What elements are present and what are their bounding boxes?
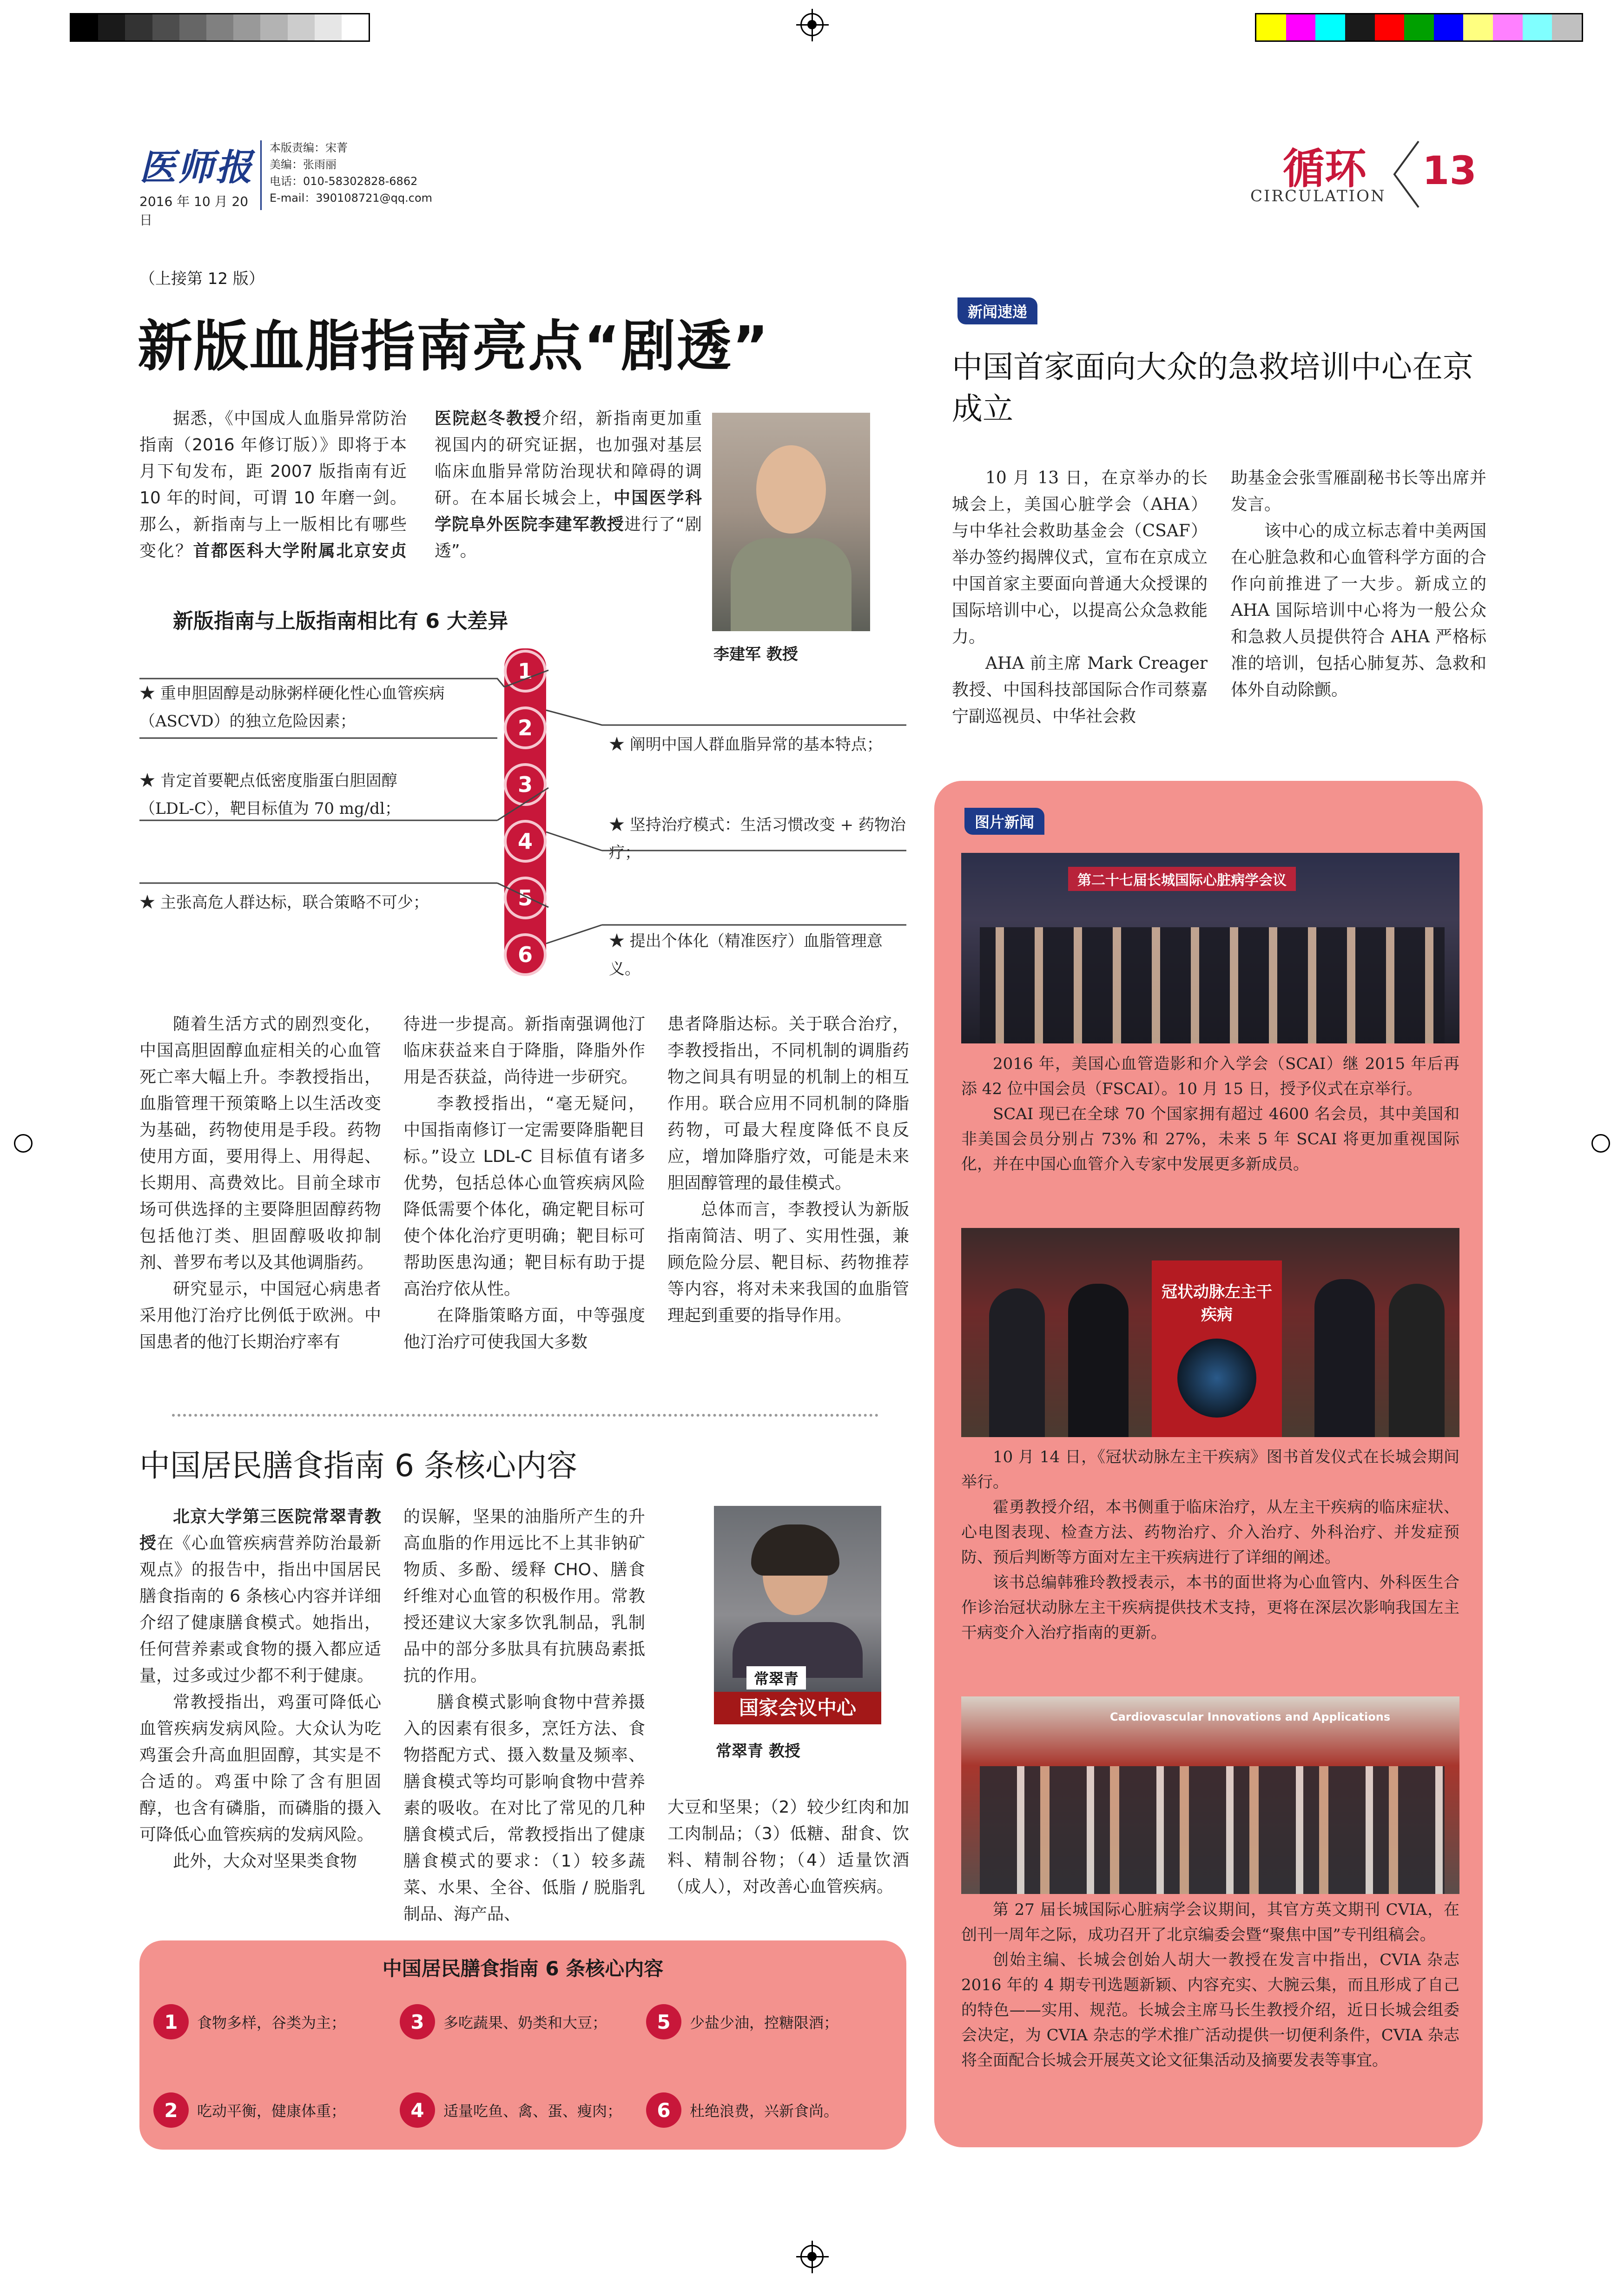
article1-intro-paragraph: 据悉，《中国成人血脂异常防治指南（2016 年修订版）》即将于本月下旬发布，距 2007 版指南有近 10 年的时间，可谓 10 年磨一剑。那么，新指南与上一版相比有哪些变化？首都医科大学附属北京安贞医院赵冬教授介绍，新指南更加重视国内的研究证据，也加强对基层临床血脂异常防治现状和障碍的调研。在本届长城会上，中国医学科学院阜外医院李建军教授进行了“剧透”。 — [139, 409, 702, 561]
diet-item: 4 适量吃鱼、禽、蛋、瘦肉； — [400, 2080, 646, 2140]
paragraph: 2016 年，美国心血管造影和介入学会（SCAI）继 2015 年后再添 42 位中国会员（FSCAI）。10 月 15 日，授予仪式在京举行。 — [961, 1055, 1459, 1098]
registration-crosshair-bottom — [800, 2245, 824, 2268]
photo-name-badge: 常翠青 — [746, 1666, 806, 1689]
article1-body-col1 — [139, 1011, 381, 1355]
paragraph: 大豆和坚果；（2）较少红肉和加工肉制品；（3）低糖、甜食、饮料、精制谷物；（4）适量饮酒（成人），对改善心血管疾病。 — [667, 1798, 909, 1896]
article1-title: 新版血脂指南亮点“剧透” — [138, 314, 770, 378]
difference-number: 1 — [504, 650, 547, 693]
difference-number: 3 — [504, 763, 547, 806]
color-swatch — [1375, 14, 1405, 40]
masthead-credits — [270, 139, 432, 206]
photo-book-caption — [961, 1445, 1459, 1645]
continued-note: （上接第 12 版） — [139, 270, 264, 288]
paragraph: 在降脂策略方面，中等强度他汀治疗可使我国大多数 — [403, 1306, 645, 1352]
photo-banner-text: 国家会议中心 — [714, 1692, 881, 1724]
paragraph: 10 月 14 日，《冠状动脉左主干疾病》图书首发仪式在长城会期间举行。 — [961, 1448, 1459, 1491]
article2-col2 — [403, 1504, 645, 1927]
color-swatch — [1493, 14, 1523, 40]
paragraph: 的误解，坚果的油脂所产生的升高血脂的作用远比不上其非钠矿物质、多酚、缓释 CHO、膳食纤维对心血管的积极作用。常教授还建议大家多饮乳制品，乳制品中的部分多肽具有抗胰岛素抵抗的作用。 — [403, 1507, 645, 1685]
photo-banner-text: 第二十七届长城国际心脏病学会议 — [1068, 867, 1296, 891]
photo-cvia-meeting — [961, 1696, 1459, 1894]
color-swatch — [1552, 14, 1582, 40]
difference-right-1: ★ 阐明中国人群血脂异常的基本特点； — [609, 735, 883, 754]
masthead-logo — [139, 139, 265, 229]
chang-cuiqing-caption: 常翠青 教授 — [716, 1742, 800, 1761]
registration-bar-left — [70, 13, 370, 42]
difference-number: 2 — [504, 706, 547, 749]
article1-body-col3 — [667, 1011, 909, 1329]
phone-credit: 电话：010-58302828-6862 — [270, 175, 418, 188]
diet-box-title: 中国居民膳食指南 6 条核心内容 — [382, 1957, 664, 1980]
difference-right-2: ★ 坚持治疗模式：生活习惯改变 + 药物治疗； — [609, 816, 906, 862]
news-col2 — [1231, 465, 1486, 703]
differences-diagram-title: 新版指南与上版指南相比有 6 大差异 — [173, 609, 508, 633]
color-swatch — [1315, 14, 1345, 40]
difference-number: 4 — [504, 820, 547, 863]
paragraph: 李教授指出，“毫无疑问，中国指南修订一定需要降脂靶目标。”设立 LDL-C 目标值有诸多优势，包括总体心血管疾病风险降低需要个体化，确定靶目标可使个体化治疗更明确；靶目标可帮助医患沟通；靶目标有助于提高治疗依从性。 — [403, 1094, 645, 1299]
difference-left-2: ★ 肯定首要靶点低密度脂蛋白胆固醇（LDL-C），靶目标值为 70 mg/dl； — [139, 772, 401, 818]
color-swatch — [1463, 14, 1493, 40]
color-swatch — [1523, 14, 1552, 40]
section-subtitle: CIRCULATION — [1250, 187, 1386, 205]
paragraph: 该书总编韩雅玲教授表示，本书的面世将为心血管内、外科医生合作诊治冠状动脉左主干疾病提供技术支持，更将在深层次影响我国左主干病变介入治疗指南的更新。 — [961, 1573, 1459, 1642]
email-credit: E-mail：390108721@qq.com — [270, 191, 433, 205]
masthead-divider — [260, 140, 262, 210]
chang-cuiqing-photo — [714, 1506, 881, 1724]
difference-number: 5 — [504, 877, 547, 919]
photo-scai-group — [961, 853, 1459, 1043]
color-swatch — [1286, 14, 1316, 40]
diet-item: 2 吃动平衡，健康体重； — [153, 2080, 400, 2140]
news-col1 — [952, 465, 1208, 730]
article2-title: 中国居民膳食指南 6 条核心内容 — [139, 1448, 577, 1484]
diet-item: 1 食物多样，谷类为主； — [153, 1992, 400, 2052]
article2-col3 — [667, 1794, 909, 1900]
li-jianjun-caption: 李建军 教授 — [713, 645, 798, 664]
difference-right-3: ★ 提出个体化（精准医疗）血脂管理意义。 — [609, 932, 883, 978]
photo-news-tag: 图片新闻 — [964, 808, 1044, 835]
photo-banner-text: Cardiovascular Innovations and Applications — [1110, 1710, 1391, 1723]
editor-credit: 本版责编：宋菁 — [270, 141, 348, 154]
diet-item: 6 杜绝浪费，兴新食尚。 — [646, 2080, 892, 2140]
registration-crosshair-left — [14, 1134, 33, 1153]
paragraph: 患者降脂达标。关于联合治疗，李教授指出，不同机制的调脂药物之间具有明显的机制上的相互作用。联合应用不同机制的降脂药物，可最大程度降低不良反应，增加降脂疗效，可能是未来胆固醇管理的最佳模式。 — [667, 1015, 909, 1193]
issue-date: 2016 年 10 月 20 日 — [139, 194, 249, 228]
difference-left-1: ★ 重申胆固醇是动脉粥样硬化性心血管疾病（ASCVD）的独立危险因素； — [139, 684, 445, 731]
paragraph: 霍勇教授介绍，本书侧重于临床治疗，从左主干疾病的临床症状、心电图表现、检查方法、药物治疗、介入治疗、外科治疗、并发症预防、预后判断等方面对左主干疾病进行了详细的阐述。 — [961, 1498, 1459, 1567]
photo-book-launch — [961, 1228, 1459, 1437]
diet-item: 3 多吃蔬果、奶类和大豆； — [400, 1992, 646, 2052]
paragraph: 随着生活方式的剧烈变化，中国高胆固醇血症相关的心血管死亡率大幅上升。李教授指出，血脂管理干预策略上以生活改变为基础，药物使用是手段。药物使用方面，要用得上、用得起、长期用、高费效比。目前全球市场可供选择的主要降胆固醇药物包括他汀类、胆固醇吸收抑制剂、普罗布考以及其他调脂药。 — [139, 1015, 381, 1272]
li-jianjun-photo — [712, 413, 870, 631]
photo-scai-caption — [961, 1051, 1459, 1177]
diet-guideline-box — [139, 1940, 906, 2150]
paragraph: 创始主编、长城会创始人胡大一教授在发言中指出，CVIA 杂志 2016 年的 4 期专刊选题新颖、内容充实、大腕云集，而且形成了自己的特色——实用、规范。长城会主席马长生教授介绍，近日长城会组委会决定，为 CVIA 杂志的学术推广活动提供一切便利条件，CVIA 杂志将全面配合长城会开展英文论文征集活动及摘要发表等事宜。 — [961, 1951, 1459, 2070]
paragraph: 第 27 届长城国际心脏病学会议期间，其官方英文期刊 CVIA，在创刊一周年之际，成功召开了北京编委会暨“聚焦中国”专刊组稿会。 — [961, 1900, 1459, 1944]
paragraph: 研究显示，中国冠心病患者采用他汀治疗比例低于欧洲。中国患者的他汀长期治疗率有 — [139, 1280, 381, 1352]
book-title-text: 冠状动脉左主干疾病 — [1162, 1283, 1272, 1324]
designer-credit: 美编：张雨丽 — [270, 158, 337, 171]
photo-cvia-caption — [961, 1897, 1459, 2073]
color-swatch — [1256, 14, 1286, 40]
registration-crosshair-right — [1591, 1134, 1610, 1153]
paragraph: 此外，大众对坚果类食物 — [173, 1852, 357, 1871]
color-swatch — [1434, 14, 1464, 40]
paragraph: 该中心的成立标志着中美两国在心脏急救和心血管科学方面的合作向前推进了一大步。新成立的 AHA 国际培训中心将为一般公众和急救人员提供符合 AHA 严格标准的培训，包括心肺复苏、急救和体外自动除颤。 — [1231, 521, 1486, 699]
news-tag: 新闻速递 — [957, 297, 1037, 324]
paragraph: 10 月 13 日，在京举办的长城会上，美国心脏学会（AHA）与中华社会救助基金会（CSAF）举办签约揭牌仪式，宣布在京成立中国首家主要面向普通大众授课的国际培训中心，以提高公众急救能力。 — [952, 468, 1208, 647]
section-divider — [172, 1414, 878, 1417]
registration-crosshair-top — [800, 13, 824, 36]
paragraph: 常教授指出，鸡蛋可降低心血管疾病发病风险。大众认为吃鸡蛋会升高血胆固醇，其实是不合适的。鸡蛋中除了含有胆固醇，也含有磷脂，而磷脂的摄入可降低心血管疾病的发病风险。 — [139, 1693, 381, 1844]
article1-intro — [139, 405, 702, 564]
article2-lead: 北京大学第三医院常翠青教授在《心血管疾病营养防治最新观点》的报告中，指出中国居民膳食指南的 6 条核心内容并详细介绍了健康膳食模式。她指出，任何营养素或食物的摄入都应适量，过多或过少都不利于健康。 常教授指出，鸡蛋可降低心血管疾病发病风险。大众认为吃鸡蛋会升高血胆固醇，其实是不合适的。鸡蛋中除了含有胆固醇，也含有磷脂，而磷脂的摄入可降低心血管疾病的发病风险。 此外，大众对坚果类食物 — [139, 1504, 381, 1874]
diet-item: 5 少盐少油，控糖限酒； — [646, 1992, 892, 2052]
section-title: 循环 — [1283, 144, 1367, 193]
color-swatch — [1345, 14, 1375, 40]
news-title: 中国首家面向大众的急救培训中心在京成立 — [952, 349, 1473, 427]
paragraph: 膳食模式影响食物中营养摄入的因素有很多，烹饪方法、食物搭配方式、摄入数量及频率、膳食模式等均可影响食物中营养素的吸收。在对比了常见的几种膳食模式后，常教授指出了健康膳食模式的要求：（1）较多蔬菜、水果、全谷、低脂 / 脱脂乳制品、海产品、 — [403, 1693, 645, 1924]
paragraph: AHA 前主席 Mark Creager 教授、中国科技部国际合作司蔡嘉宁副巡视员、中华社会救 — [952, 654, 1208, 726]
article1-body-col2 — [403, 1011, 645, 1355]
registration-bar-right — [1255, 13, 1583, 42]
page-number: 13 — [1422, 148, 1477, 193]
color-swatch — [1404, 14, 1434, 40]
logo-text: 医师报 — [139, 146, 254, 189]
section-chevron-icon — [1390, 139, 1422, 209]
paragraph: 待进一步提高。新指南强调他汀临床获益来自于降脂，降脂外作用是否获益，尚待进一步研究。 — [403, 1015, 645, 1087]
difference-left-3: ★ 主张高危人群达标，联合策略不可少； — [139, 893, 429, 912]
paragraph: 助基金会张雪雁副秘书长等出席并发言。 — [1231, 468, 1486, 514]
paragraph: 总体而言，李教授认为新版指南简洁、明了、实用性强，兼顾危险分层、靶目标、药物推荐等内容，将对未来我国的血脂管理起到重要的指导作用。 — [667, 1200, 909, 1325]
paragraph: SCAI 现已在全球 70 个国家拥有超过 4600 名会员，其中美国和非美国会员分别占 73% 和 27%，未来 5 年 SCAI 将更加重视国际化，并在中国心血管介入专家中发展更多新成员。 — [961, 1105, 1459, 1174]
difference-number: 6 — [504, 933, 547, 976]
